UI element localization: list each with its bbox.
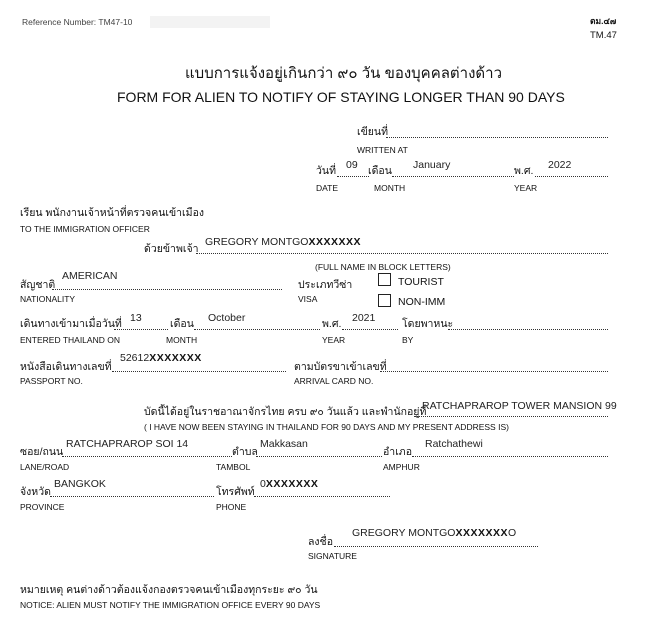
arrival-card-label-english: ARRIVAL CARD NO. <box>294 376 374 386</box>
date-label-english: DATE <box>316 183 339 193</box>
name-hint: (FULL NAME IN BLOCK LETTERS) <box>315 262 451 272</box>
address-statement-thai: บัดนี้ได้อยู่ในราชอาณาจักรไทย ครบ ๙๐ วันแล้ว และพำนักอยู่ที่ <box>144 406 427 418</box>
visa-nonimm-label: NON-IMM <box>398 296 446 308</box>
passport-value[interactable]: 52612XXXXXXX <box>120 352 202 364</box>
nationality-label-english: NATIONALITY <box>20 294 76 304</box>
phone-value[interactable]: 0XXXXXXX <box>260 478 319 490</box>
tambol-label-thai: ตำบล <box>232 446 258 458</box>
date-month-label-thai: เดือน <box>368 165 392 177</box>
passport-label-thai: หนังสือเดินทางเลขที่ <box>20 361 112 373</box>
address-line <box>414 416 608 417</box>
date-year-value[interactable]: 2022 <box>548 159 572 171</box>
entered-month-line <box>194 329 320 330</box>
lane-label-english: LANE/ROAD <box>20 462 70 472</box>
tambol-line <box>256 456 382 457</box>
notice-thai: หมายเหตุ คนต่างด้าวต้องแจ้งกองตรวจคนเข้าเมืองทุกระยะ ๙๐ วัน <box>20 584 318 596</box>
entered-label-english: ENTERED THAILAND ON <box>20 335 120 345</box>
province-label-thai: จังหวัด <box>20 486 51 498</box>
form-code-english: TM.47 <box>590 30 617 41</box>
amphur-label-thai: อำเภอ <box>383 446 413 458</box>
name-line <box>196 253 608 254</box>
to-label-thai: เรียน พนักงานเจ้าหน้าที่ตรวจคนเข้าเมือง <box>20 207 205 219</box>
entered-by-label-thai: โดยพาหนะ <box>402 318 454 330</box>
to-label-english: TO THE IMMIGRATION OFFICER <box>20 224 150 234</box>
tambol-label-english: TAMBOL <box>216 462 251 472</box>
entered-label-thai: เดินทางเข้ามาเมื่อวันที่ <box>20 318 122 330</box>
signature-label-thai: ลงชื่อ <box>308 536 333 548</box>
entered-month-label-english: MONTH <box>166 335 198 345</box>
entered-day-value[interactable]: 13 <box>130 312 142 324</box>
arrival-card-field[interactable] <box>380 371 608 372</box>
passport-line <box>112 371 286 372</box>
province-line <box>50 496 214 497</box>
name-label-thai: ด้วยข้าพเจ้า <box>144 243 199 255</box>
date-year-label-thai: พ.ศ. <box>514 165 534 177</box>
entered-year-line <box>342 329 398 330</box>
reference-redaction <box>150 16 270 28</box>
date-day-line <box>337 176 369 177</box>
province-label-english: PROVINCE <box>20 502 65 512</box>
visa-tourist-checkbox[interactable] <box>378 273 391 286</box>
date-label-thai: วันที่ <box>316 165 336 177</box>
entered-year-label-thai: พ.ศ. <box>322 318 342 330</box>
written-at-label-english: WRITTEN AT <box>357 145 408 155</box>
visa-tourist-label: TOURIST <box>398 276 444 288</box>
entered-year-label-english: YEAR <box>322 335 346 345</box>
title-english: FORM FOR ALIEN TO NOTIFY OF STAYING LONGER THAN 90 DAYS <box>117 89 565 105</box>
nationality-value[interactable]: AMERICAN <box>62 270 118 282</box>
phone-label-english: PHONE <box>216 502 247 512</box>
date-month-label-english: MONTH <box>374 183 406 193</box>
signature-label-english: SIGNATURE <box>308 551 357 561</box>
date-day-value[interactable]: 09 <box>346 159 358 171</box>
phone-label-thai: โทรศัพท์ <box>216 486 255 498</box>
arrival-card-label-thai: ตามบัตรขาเข้าเลขที่ <box>294 361 387 373</box>
address-value[interactable]: RATCHAPRAROP TOWER MANSION 99 <box>422 400 617 412</box>
signature-value[interactable]: GREGORY MONTGOXXXXXXXO <box>352 527 517 539</box>
amphur-label-english: AMPHUR <box>383 462 420 472</box>
address-statement-english: ( I HAVE NOW BEEN STAYING IN THAILAND FOR 90 DAYS AND MY PRESENT ADDRESS IS) <box>144 422 509 432</box>
signature-line <box>334 546 538 547</box>
form-code-thai: ตม.๔๗ <box>590 16 617 26</box>
name-value[interactable]: GREGORY MONTGOXXXXXXX <box>205 236 361 248</box>
date-month-value[interactable]: January <box>413 159 451 171</box>
reference-label: Reference Number: TM47-10 <box>22 17 133 27</box>
nationality-label-thai: สัญชาติ <box>20 279 56 291</box>
phone-line <box>254 496 390 497</box>
lane-label-thai: ซอย/ถนน <box>20 446 64 458</box>
visa-label-english: VISA <box>298 294 318 304</box>
amphur-value[interactable]: Ratchathewi <box>425 438 483 450</box>
nationality-line <box>52 289 282 290</box>
passport-label-english: PASSPORT NO. <box>20 376 83 386</box>
entered-month-value[interactable]: October <box>208 312 246 324</box>
date-year-label-english: YEAR <box>514 183 538 193</box>
entered-by-label-english: BY <box>402 335 414 345</box>
date-year-line <box>535 176 608 177</box>
entered-month-label-thai: เดือน <box>170 318 194 330</box>
amphur-line <box>412 456 608 457</box>
visa-nonimm-checkbox[interactable] <box>378 294 391 307</box>
province-value[interactable]: BANGKOK <box>54 478 106 490</box>
entered-day-line <box>114 329 168 330</box>
date-month-line <box>392 176 514 177</box>
entered-by-field[interactable] <box>448 329 608 330</box>
title-thai: แบบการแจ้งอยู่เกินกว่า ๙๐ วัน ของบุคคลต่างด้าว <box>185 65 503 82</box>
written-at-field[interactable] <box>386 137 608 138</box>
notice-english: NOTICE: ALIEN MUST NOTIFY THE IMMIGRATION OFFICE EVERY 90 DAYS <box>20 600 321 610</box>
lane-line <box>62 456 232 457</box>
entered-year-value[interactable]: 2021 <box>352 312 376 324</box>
lane-value[interactable]: RATCHAPRAROP SOI 14 <box>66 438 189 450</box>
visa-label-thai: ประเภทวีซ่า <box>298 279 353 291</box>
written-at-label-thai: เขียนที่ <box>357 126 389 138</box>
tambol-value[interactable]: Makkasan <box>260 438 308 450</box>
